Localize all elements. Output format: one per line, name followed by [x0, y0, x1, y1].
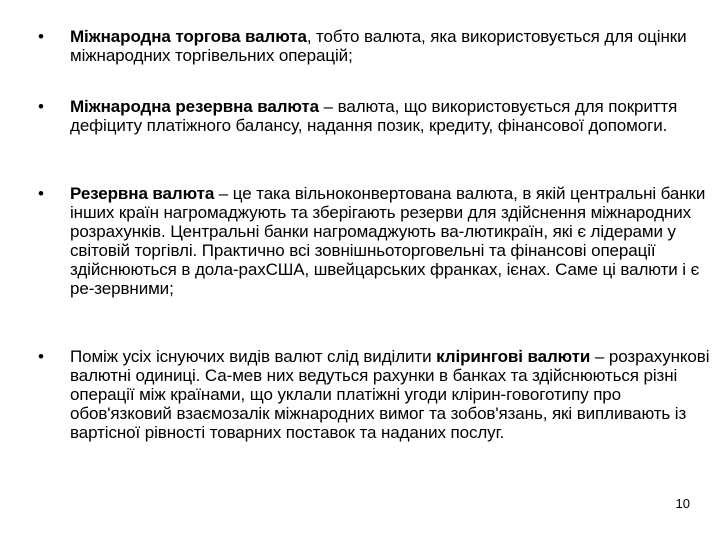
bullet-prefix: Поміж усіх існуючих видів валют слід виділити — [70, 347, 437, 366]
bullet-term: клірингові валюти — [436, 347, 591, 366]
bullet-body: – розрахункові валютні одиниці. Са-мев них ведуться рахунки в банках та здійснюються різні операції між країнами, що уклали платіжні угоди клірин-говоготипу про обов'язковий взаємозалік міжнародних вимог та зобов'язань, які випливають із вартісної рівності товарних поставок та наданих послуг. — [70, 347, 710, 442]
bullet-marker: • — [38, 184, 44, 203]
bullet-term: Резервна валюта — [70, 184, 215, 203]
bullet-text — [70, 184, 710, 298]
bullet-body: , тобто валюта, яка використовується для оцінки міжнародних торгівельних операцій; — [70, 27, 687, 65]
bullet-marker: • — [38, 347, 44, 366]
bullet-marker: • — [38, 27, 44, 46]
bullet-text — [70, 27, 710, 65]
bullet-body: – валюта, що використовується для покриття дефіциту платіжного балансу, надання позик, кредиту, фінансової допомоги. — [70, 97, 678, 135]
bullet-term: Міжнародна торгова валюта — [70, 27, 307, 46]
page-number: 10 — [675, 496, 690, 511]
bullet-term: Міжнародна резервна валюта — [70, 97, 319, 116]
bullet-text — [70, 97, 710, 135]
bullet-marker: • — [38, 97, 44, 116]
bullet-text — [70, 347, 710, 442]
bullet-body: – це така вільноконвертована валюта, в якій центральні банки інших країн нагромаджують та зберігають резерви для здійснення міжнародних розрахунків. Центральні банки нагромаджують ва-лютикраїн, які є лідерами у світовій торгівлі. Практично всі зовнішньоторговельні та фінансові операції здійснюються в дола-рахСША, швейцарських франках, ієнах. Саме ці валюти і є ре-зервними; — [70, 184, 706, 298]
